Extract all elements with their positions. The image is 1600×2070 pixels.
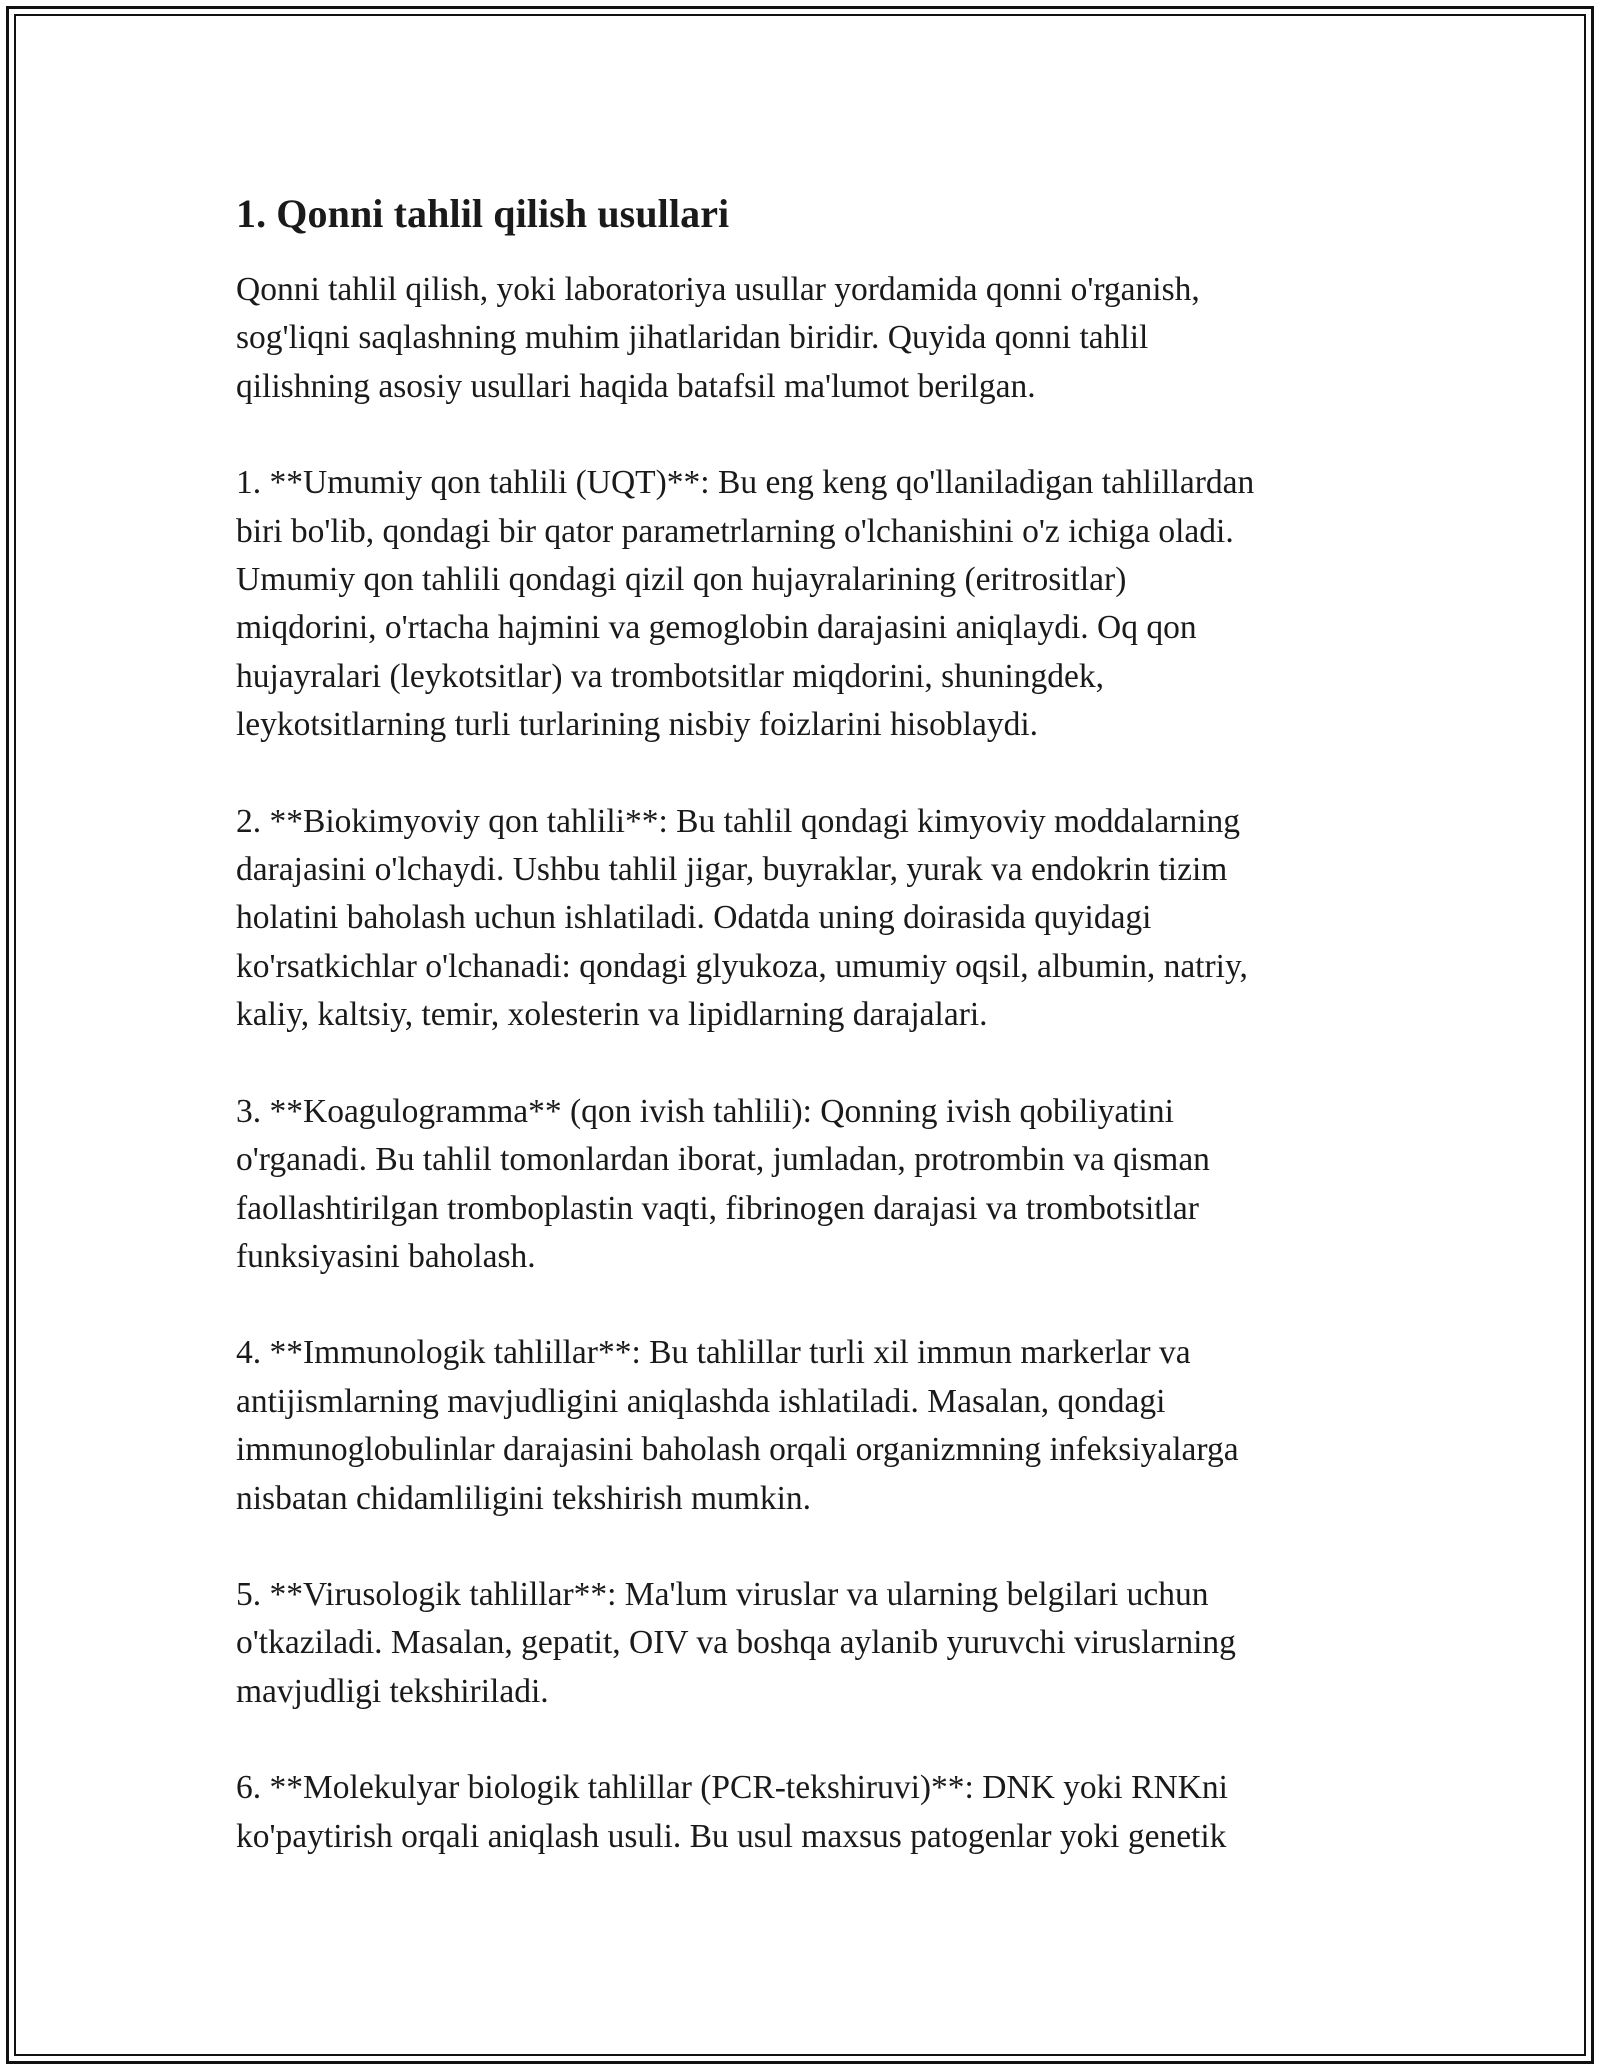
text-line: 3. **Koagulogramma** (qon ivish tahlili): Qonning ivish qobiliyatini: [236, 1092, 1174, 1130]
text-line: Umumiy qon tahlili qondagi qizil qon hujayralarining (eritrositlar): [236, 561, 1127, 599]
text-line: ko'rsatkichlar o'lchanadi: qondagi glyukoza, umumiy oqsil, albumin, natriy,: [236, 947, 1248, 985]
text-line: sog'liqni saqlashning muhim jihatlaridan biridir. Quyida qonni tahlil: [236, 319, 1149, 357]
method-paragraph-2: [236, 798, 1366, 1040]
text-line: antijismlarning mavjudligini aniqlashda ishlatiladi. Masalan, qondagi: [236, 1382, 1166, 1420]
method-paragraph-1: [236, 459, 1366, 749]
text-line: darajasini o'lchaydi. Ushbu tahlil jigar, buyraklar, yurak va endokrin tizim: [236, 851, 1228, 889]
text-line: qilishning asosiy usullari haqida batafsil ma'lumot berilgan.: [236, 367, 1036, 405]
text-line: kaliy, kaltsiy, temir, xolesterin va lipidlarning darajalari.: [236, 996, 988, 1034]
text-line: 4. **Immunologik tahlillar**: Bu tahlillar turli xil immun markerlar va: [236, 1334, 1191, 1372]
text-line: mavjudligi tekshiriladi.: [236, 1672, 549, 1710]
method-paragraph-4: [236, 1329, 1366, 1523]
text-line: o'tkaziladi. Masalan, gepatit, OIV va boshqa aylanib yuruvchi viruslarning: [236, 1624, 1236, 1662]
text-line: 1. **Umumiy qon tahlili (UQT)**: Bu eng keng qo'llaniladigan tahlillardan: [236, 464, 1255, 502]
text-line: immunoglobulinlar darajasini baholash orqali organizmning infeksiyalarga: [236, 1431, 1239, 1469]
text-line: Qonni tahlil qilish, yoki laboratoriya usullar yordamida qonni o'rganish,: [236, 271, 1200, 308]
text-line: 5. **Virusologik tahlillar**: Ma'lum viruslar va ularning belgilari uchun: [236, 1575, 1209, 1613]
text-line: 2. **Biokimyoviy qon tahlili**: Bu tahlil qondagi kimyoviy moddalarning: [236, 802, 1241, 840]
method-paragraph-6: [236, 1764, 1366, 1861]
text-line: nisbatan chidamliligini tekshirish mumkin.: [236, 1479, 812, 1517]
intro-paragraph: [236, 266, 1366, 411]
method-paragraph-3: [236, 1088, 1366, 1282]
text-line: holatini baholash uchun ishlatiladi. Odatda uning doirasida quyidagi: [236, 899, 1152, 937]
text-line: faollashtirilgan tromboplastin vaqti, fibrinogen darajasi va trombotsitlar: [236, 1189, 1199, 1227]
method-paragraph-5: [236, 1571, 1366, 1716]
text-line: biri bo'lib, qondagi bir qator parametrlarning o'lchanishini o'z ichiga oladi.: [236, 512, 1234, 550]
text-line: 6. **Molekulyar biologik tahlillar (PCR-tekshiruvi)**: DNK yoki RNKni: [236, 1769, 1228, 1807]
text-line: ko'paytirish orqali aniqlash usuli. Bu usul maxsus patogenlar yoki genetik: [236, 1817, 1227, 1855]
text-line: o'rganadi. Bu tahlil tomonlardan iborat, jumladan, protrombin va qisman: [236, 1141, 1210, 1179]
text-line: funksiyasini baholash.: [236, 1237, 536, 1275]
section-heading: 1. Qonni tahlil qilish usullari: [236, 191, 730, 236]
text-line: leykotsitlarning turli turlarining nisbiy foizlarini hisoblaydi.: [236, 706, 1039, 744]
document-body: [236, 188, 1366, 1909]
text-line: miqdorini, o'rtacha hajmini va gemoglobin darajasini aniqlaydi. Oq qon: [236, 609, 1197, 647]
text-line: hujayralari (leykotsitlar) va trombotsitlar miqdorini, shuningdek,: [236, 657, 1105, 695]
